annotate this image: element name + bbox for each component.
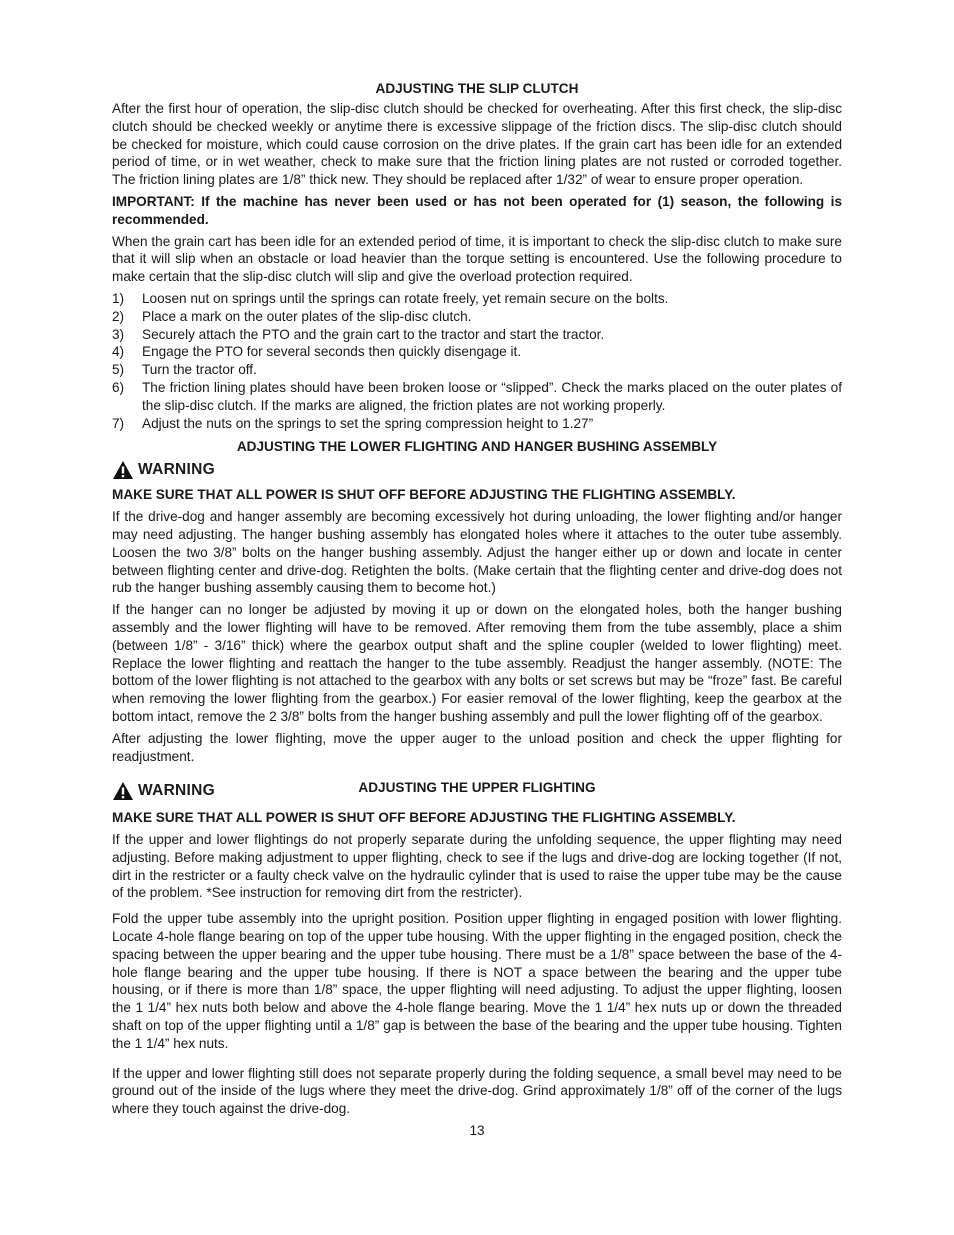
step-number: 7) bbox=[112, 415, 125, 431]
step-item bbox=[112, 308, 842, 326]
upper-flighting-paragraph-1: If the upper and lower flightings do not properly separate during the unfolding sequence, the upper flighting may need adjusting. Before making adjustment to upper flighting, check to see if the lugs and drive-dog are locking together (If not, dirt in the restricter or a faulty check valve on the hydraulic cylinder that is used to raise the upper tube may be the cause of the problem. *See instruction for removing dirt from the restricter). bbox=[112, 832, 842, 901]
lower-flighting-paragraph-2: If the hanger can no longer be adjusted by moving it up or down on the elongated holes, both the hanger bushing assembly and the lower flighting will have to be removed. After removing them from the tube assembly, place a shim (between 1/8” - 3/16” thick) where the gearbox output shaft and the spline coupler (welded to lower flighting) meet. Replace the lower flighting and reattach the hanger to the tube assembly. Readjust the hanger assembly. (NOTE: The bottom of the lower flighting is not attached to the gearbox with any bolts or set screws but may be “froze” fast. Be careful when removing the lower flighting from the gearbox.) For easier removal of the lower flighting, keep the gearbox at the bottom intact, remove the 2 3/8” bolts from the hanger bushing assembly and pull the lower flighting off of the gearbox. bbox=[112, 602, 842, 724]
step-text: Loosen nut on springs until the springs can rotate freely, yet remain secure on the bolts. bbox=[142, 290, 669, 306]
step-item bbox=[112, 326, 842, 344]
warning-text: MAKE SURE THAT ALL POWER IS SHUT OFF BEFORE ADJUSTING THE FLIGHTING ASSEMBLY. bbox=[112, 487, 736, 503]
step-item bbox=[112, 343, 842, 361]
step-item bbox=[112, 379, 842, 415]
slip-clutch-paragraph-1: After the first hour of operation, the slip-disc clutch should be checked for overheating. After this first check, the slip-disc clutch should be checked weekly or anytime there is excessive slippage of the friction discs. The slip-disc clutch should be checked for moisture, which could cause corrosion on the drive plates. If the grain cart has been idle for an extended period of time, or in wet weather, check to make sure that the friction lining plates are not rusted or corroded together. The friction lining plates are 1/8” thick new. They should be replaced after 1/32” of wear to ensure proper operation. bbox=[112, 101, 842, 188]
step-text: Turn the tractor off. bbox=[142, 362, 257, 378]
warning-badge bbox=[112, 460, 215, 480]
upper-flighting-paragraph-2: Fold the upper tube assembly into the upright position. Position upper flighting in engaged position with lower flighting. Locate 4-hole flange bearing on top of the upper tube housing. With the upper flighting in the engaged position, check the spacing between the upper bearing and the upper tube housing. There must be a 1/8” space between the base of the 4-hole flange bearing and the upper tube housing. If there is NOT a space between the bearing and the upper tube housing, or if there is more than 1/8” space, the upper flighting will need adjusting. To adjust the upper flighting, loosen the 1 1/4” hex nuts both below and above the 4-hole flange bearing. Move the 1 1/4” hex nuts up or down the threaded shaft on top of the upper flighting until a 1/8” gap is between the base of the bearing and the upper tube housing. Tighten the 1 1/4” hex nuts. bbox=[112, 911, 842, 1051]
step-number: 1) bbox=[112, 290, 125, 306]
slip-clutch-heading: ADJUSTING THE SLIP CLUTCH bbox=[375, 81, 579, 96]
manual-page bbox=[112, 80, 842, 1140]
step-text: Securely attach the PTO and the grain cart to the tractor and start the tractor. bbox=[142, 326, 605, 342]
warning-label: WARNING bbox=[138, 782, 216, 800]
step-item bbox=[112, 290, 842, 308]
step-number: 4) bbox=[112, 344, 125, 360]
step-number: 3) bbox=[112, 326, 125, 342]
slip-clutch-paragraph-2: When the grain cart has been idle for an extended period of time, it is important to check the slip-disc clutch to make sure that it will slip when an obstacle or load heavier than the torque setting is encountered. Use the following procedure to make certain that the slip-disc clutch will slip and give the overload protection required. bbox=[112, 233, 842, 285]
step-number: 2) bbox=[112, 308, 125, 324]
warning-banner bbox=[112, 458, 842, 482]
warning-badge bbox=[112, 781, 215, 801]
warning-text: MAKE SURE THAT ALL POWER IS SHUT OFF BEFORE ADJUSTING THE FLIGHTING ASSEMBLY. bbox=[112, 810, 736, 826]
step-text: Engage the PTO for several seconds then quickly disengage it. bbox=[142, 344, 522, 360]
warning-triangle-icon bbox=[112, 460, 134, 480]
upper-flighting-paragraph-3: If the upper and lower flighting still does not separate properly during the folding sequence, a small bevel may need to be ground out of the inside of the lugs where they meet the drive-dog. Grind approximately 1/8” off of the corner of the lugs where they touch against the drive-dog. bbox=[112, 1065, 842, 1117]
step-text: Place a mark on the outer plates of the slip-disc clutch. bbox=[142, 308, 472, 324]
warning-triangle-icon bbox=[112, 781, 134, 801]
lower-flighting-heading: ADJUSTING THE LOWER FLIGHTING AND HANGER BUSHING ASSEMBLY bbox=[236, 439, 718, 455]
upper-flighting-heading-row bbox=[112, 779, 842, 805]
step-item bbox=[112, 415, 842, 433]
step-text: The friction lining plates should have been broken loose or “slipped”. Check the marks placed on the outer plates of the slip-disc clutch. If the marks are aligned, the friction plates are not working properly. bbox=[142, 379, 842, 413]
warning-label: WARNING bbox=[138, 461, 216, 479]
spacer bbox=[112, 1057, 842, 1065]
step-number: 6) bbox=[112, 379, 125, 395]
upper-flighting-heading: ADJUSTING THE UPPER FLIGHTING bbox=[358, 780, 596, 796]
lower-flighting-paragraph-1: If the drive-dog and hanger assembly are becoming excessively hot during unloading, the lower flighting and/or hanger may need adjusting. The hanger bushing assembly has elongated holes where it attaches to the outer tube assembly. Loosen the two 3/8” bolts on the hanger bushing assembly. Adjust the hanger either up or down and locate in center between flighting center and drive-dog. Retighten the bolts. (Make certain that the flighting center and drive-dog does not rub the hanger bushing assembly causing them to become hot.) bbox=[112, 509, 842, 596]
step-text: Adjust the nuts on the springs to set the spring compression height to 1.27” bbox=[142, 415, 594, 431]
step-item bbox=[112, 361, 842, 379]
important-note: IMPORTANT: If the machine has never been used or has not been operated for (1) season, the following is recommended. bbox=[112, 193, 842, 227]
slip-clutch-steps bbox=[112, 290, 842, 432]
lower-flighting-paragraph-3: After adjusting the lower flighting, move the upper auger to the unload position and check the upper flighting for readjustment. bbox=[112, 730, 842, 764]
step-number: 5) bbox=[112, 362, 125, 378]
page-number: 13 bbox=[469, 1123, 485, 1139]
